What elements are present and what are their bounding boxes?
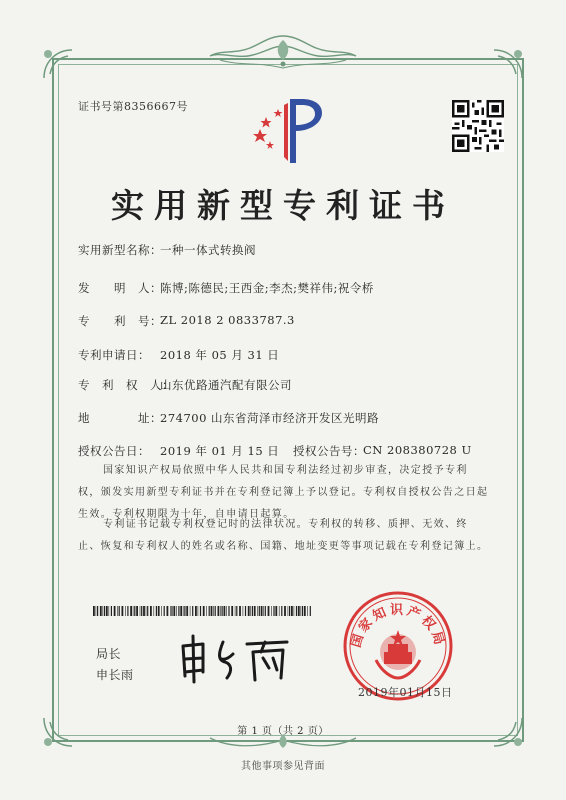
svg-text:国家知识产权局: 国家知识产权局 — [348, 603, 448, 650]
field-value-patent-number: ZL 2018 2 0833787.3 — [160, 313, 295, 327]
field-value-application-date: 2018 年 05 月 31 日 — [160, 348, 280, 362]
corner-ornament-top-left — [38, 44, 78, 84]
top-ornament — [190, 30, 376, 70]
certificate-number: 证书号第8356667号 — [78, 100, 188, 113]
signatory-title: 局长 — [96, 647, 122, 661]
patent-office-logo — [250, 95, 330, 167]
field-label-address: 地 址： — [78, 411, 162, 425]
field-label-application-date: 专利申请日： — [78, 348, 150, 362]
issue-date: 2019年01月15日 — [358, 686, 453, 699]
corner-ornament-top-right — [488, 44, 528, 84]
field-label-grant-date: 授权公告日： — [78, 444, 150, 458]
field-label-publication-number: 授权公告号： — [293, 444, 365, 458]
signature — [175, 632, 300, 684]
barcode — [93, 606, 313, 616]
field-value-grant-date: 2019 年 01 月 15 日 — [160, 444, 280, 458]
page-indicator: 第 1 页（共 2 页） — [237, 726, 329, 737]
field-label-inventors: 发 明 人： — [78, 281, 162, 295]
field-value-address: 274700 山东省菏泽市经济开发区光明路 — [160, 411, 380, 425]
field-label-utility-model-name: 实用新型名称： — [78, 243, 162, 257]
certificate-title: 实用新型专利证书 — [111, 186, 455, 225]
signatory-name: 申长雨 — [96, 668, 134, 682]
qr-code — [452, 100, 504, 152]
field-value-patentee: 山东优路通汽配有限公司 — [160, 378, 292, 392]
field-value-inventors: 陈博;陈德民;王西金;李杰;樊祥伟;祝令桥 — [160, 281, 374, 295]
certificate-paragraph-legal-status: 专利证书记载专利权登记时的法律状况。专利权的转移、质押、无效、终止、恢复和专利权人的姓名或名称、国籍、地址变更等事项记载在专利登记簿上。 — [78, 519, 489, 552]
field-label-patentee: 专 利 权 人： — [78, 378, 174, 392]
certificate-paragraph-grant: 国家知识产权局依照中华人民共和国专利法经过初步审查，决定授予专利权，颁发实用新型专利证书并在专利登记簿上予以登记。专利权自授权公告之日起生效。专利权期限为十年，自申请日起算。 — [78, 465, 489, 520]
field-value-utility-model-name: 一种一体式转换阀 — [160, 243, 256, 257]
footer-note: 其他事项参见背面 — [241, 761, 325, 772]
field-label-patent-number: 专 利 号： — [78, 314, 162, 328]
field-value-publication-number: CN 208380728 U — [363, 443, 472, 457]
